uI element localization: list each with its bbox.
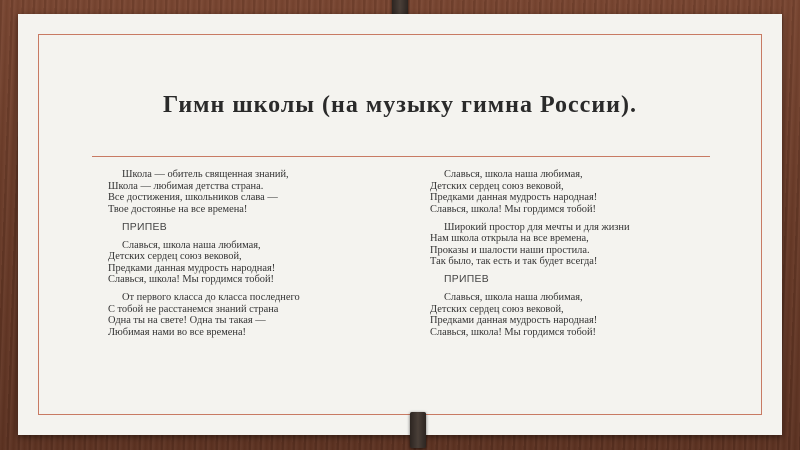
chorus-label: ПРИПЕВ (444, 274, 489, 285)
binder-clip-bottom (410, 412, 426, 448)
lyric-line: Славься, школа наша любимая, (444, 169, 583, 180)
lyrics-left-column (108, 169, 408, 345)
lyric-line: От первого класса до класса последнего (122, 292, 300, 303)
verse-2 (430, 222, 730, 268)
lyric-line: Проказы и шалости наши простила. (430, 244, 590, 256)
chorus (430, 292, 730, 338)
verse-1 (108, 169, 408, 215)
lyric-line: С тобой не расстанемся знаний страна (108, 303, 279, 315)
lyric-line: Славься, школа! Мы гордимся тобой! (430, 326, 596, 338)
chorus (108, 240, 408, 286)
slide-title: Гимн школы (на музыку гимна России). (163, 92, 637, 118)
lyric-line: Славься, школа! Мы гордимся тобой! (430, 203, 596, 215)
verse-3 (108, 292, 408, 338)
lyric-line: Школа — обитель священная знаний, (122, 169, 289, 180)
lyric-line: Любимая нами во все времена! (108, 326, 247, 338)
lyric-line: Школа — любимая детства страна. (108, 180, 264, 192)
lyric-line: Предками данная мудрость народная! (108, 262, 276, 274)
title-divider (92, 156, 710, 157)
lyric-line: Детских сердец союз вековой, (430, 303, 564, 315)
lyric-line: Предками данная мудрость народная! (430, 315, 598, 326)
lyric-line: Детских сердец союз вековой, (108, 251, 242, 262)
lyric-line: Славься, школа наша любимая, (122, 239, 261, 251)
lyric-line: Широкий простор для мечты и для жизни (444, 221, 630, 233)
lyric-line: Славься, школа! Мы гордимся тобой! (108, 274, 274, 285)
lyrics-right-column (430, 169, 730, 345)
lyric-line: Так было, так есть и так будет всегда! (430, 256, 598, 267)
slide (18, 14, 782, 435)
lyric-line: Славься, школа наша любимая, (444, 292, 583, 303)
lyric-line: Нам школа открыла на все времена, (430, 233, 589, 244)
lyric-line: Все достижения, школьников слава — (108, 192, 278, 203)
lyric-line: Детских сердец союз вековой, (430, 180, 564, 192)
lyric-line: Одна ты на свете! Одна ты такая — (108, 315, 266, 326)
chorus (430, 169, 730, 215)
lyric-line: Твое достоянье на все времена! (108, 203, 248, 215)
lyric-line: Предками данная мудрость народная! (430, 192, 598, 203)
chorus-label: ПРИПЕВ (122, 221, 167, 233)
